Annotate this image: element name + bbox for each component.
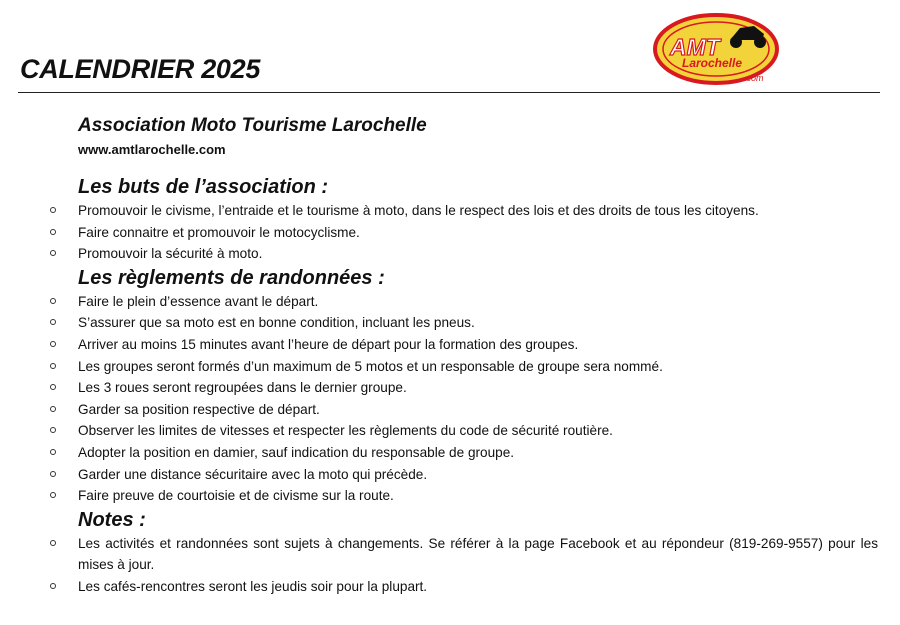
logo-sub-text: Larochelle bbox=[682, 56, 743, 70]
circle-bullet-icon bbox=[50, 207, 56, 213]
list-item: Observer les limites de vitesses et respecter les règlements du code de sécurité routière. bbox=[0, 420, 900, 442]
circle-bullet-icon bbox=[50, 471, 56, 477]
circle-bullet-icon bbox=[50, 427, 56, 433]
circle-bullet-icon bbox=[50, 250, 56, 256]
list-item: Promouvoir la sécurité à moto. bbox=[0, 243, 900, 265]
rules-list bbox=[0, 291, 900, 507]
list-item: Arriver au moins 15 minutes avant l’heure de départ pour la formation des groupes. bbox=[0, 334, 900, 356]
organization-name: Association Moto Tourisme Larochelle bbox=[78, 115, 427, 136]
header-divider bbox=[18, 92, 880, 93]
circle-bullet-icon bbox=[50, 319, 56, 325]
list-item: Garder une distance sécuritaire avec la moto qui précède. bbox=[0, 464, 900, 486]
list-item: Les cafés-rencontres seront les jeudis soir pour la plupart. bbox=[0, 576, 900, 598]
circle-bullet-icon bbox=[50, 384, 56, 390]
list-item: Faire le plein d’essence avant le départ. bbox=[0, 291, 900, 313]
list-item: Les 3 roues seront regroupées dans le dernier groupe. bbox=[0, 377, 900, 399]
list-item: Adopter la position en damier, sauf indication du responsable de groupe. bbox=[0, 442, 900, 464]
document-body bbox=[0, 112, 900, 598]
logo-main-text: AMT bbox=[670, 34, 720, 60]
list-item: S’assurer que sa moto est en bonne condition, incluant les pneus. bbox=[0, 312, 900, 334]
list-item: Garder sa position respective de départ. bbox=[0, 399, 900, 421]
circle-bullet-icon bbox=[50, 406, 56, 412]
organization-website: www.amtlarochelle.com bbox=[78, 142, 226, 157]
circle-bullet-icon bbox=[50, 298, 56, 304]
circle-bullet-icon bbox=[50, 229, 56, 235]
rules-heading: Les règlements de randonnées : bbox=[78, 266, 385, 289]
circle-bullet-icon bbox=[50, 583, 56, 589]
list-item: Les groupes seront formés d’un maximum de 5 motos et un responsable de groupe sera nommé. bbox=[0, 356, 900, 378]
logo-suffix-text: .com bbox=[744, 73, 764, 83]
amt-larochelle-logo bbox=[652, 12, 784, 86]
circle-bullet-icon bbox=[50, 492, 56, 498]
notes-heading: Notes : bbox=[78, 508, 146, 531]
goals-heading: Les buts de l’association : bbox=[78, 176, 329, 198]
circle-bullet-icon bbox=[50, 341, 56, 347]
list-item: Les activités et randonnées sont sujets à changements. Se référer à la page Facebook et au répondeur (819-269-9557) pour les mises à jour. bbox=[0, 533, 900, 576]
list-item: Faire connaitre et promouvoir le motocyclisme. bbox=[0, 222, 900, 244]
page-title: CALENDRIER 2025 bbox=[20, 54, 261, 84]
circle-bullet-icon bbox=[50, 363, 56, 369]
goals-list bbox=[0, 200, 900, 265]
circle-bullet-icon bbox=[50, 540, 56, 546]
notes-list bbox=[0, 533, 900, 598]
list-item: Faire preuve de courtoisie et de civisme sur la route. bbox=[0, 485, 900, 507]
list-item: Promouvoir le civisme, l’entraide et le tourisme à moto, dans le respect des lois et des droits de tous les citoyens. bbox=[0, 200, 900, 222]
circle-bullet-icon bbox=[50, 449, 56, 455]
